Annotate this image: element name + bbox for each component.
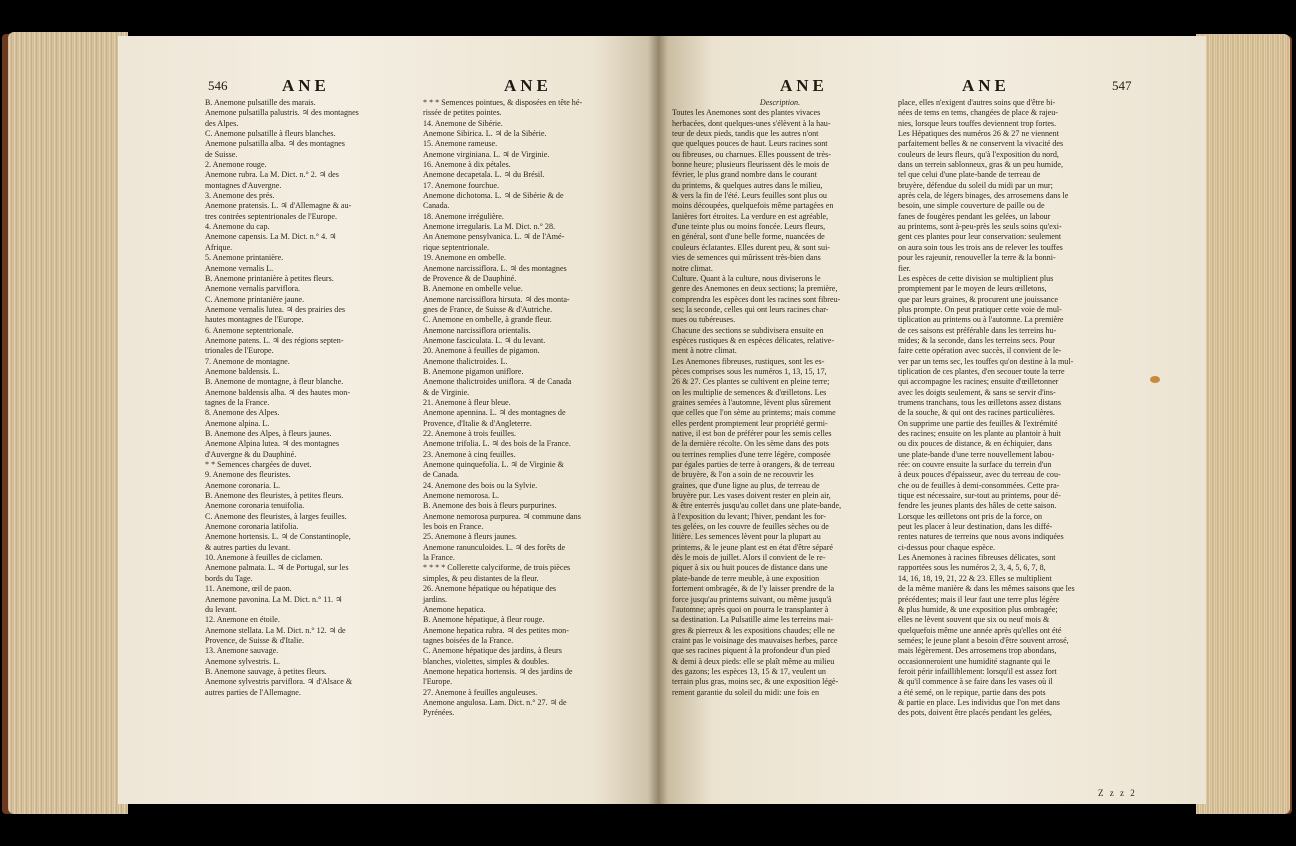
text-line: 10. Anemone à feuilles de ciclamen. [205, 553, 323, 563]
right-page-number: 547 [1112, 78, 1132, 93]
text-line: après cela, de légers binages, des arrosemens dans le [898, 191, 1069, 201]
text-line: B. Anemone printanière à petites fleurs. [205, 273, 334, 283]
text-line: ou terrines remplies d'une terre légère, composée [672, 449, 831, 459]
text-line: fier. [898, 263, 911, 273]
text-line: mides; & la seconde, dans les terreins secs. Pour [898, 335, 1055, 345]
text-line: tagnes boisées de la France. [423, 635, 514, 645]
text-line: C. Anemone printanière jaune. [205, 294, 305, 304]
text-line: Anemone narcissiflora hirsuta. ♃ des monta- [423, 294, 570, 304]
text-line: de la même manière & dans les mêmes saisons que les [898, 584, 1075, 594]
text-line: simples, & peu distantes de la fleur. [423, 573, 539, 583]
text-line: 2. Anemone rouge. [205, 160, 267, 170]
text-line: pour les rajeunir, renouveller la terre & la bonni- [898, 253, 1056, 263]
text-line: B. Anemone des fleuristes, à petites fleurs. [205, 491, 344, 501]
text-line: 19. Anemone en ombelle. [423, 253, 506, 263]
text-line: 6. Anemone septentrionale. [205, 325, 294, 335]
text-line: quelquefois même une année après qu'elles ont été [898, 625, 1062, 635]
text-line: ou dix pouces de distance, & en échiquier, dans [898, 439, 1052, 449]
text-line: bruyère pur. Les vases doivent rester en plein air, [672, 491, 831, 501]
text-line: Anemone sylvestris. L. [205, 656, 281, 666]
text-line: Anemone coronaria latifolia. [205, 522, 299, 532]
book-gutter [648, 36, 668, 804]
text-line: genre des Anemones en deux sections; la première, [672, 284, 838, 294]
text-line: Anemone Alpina lutea. ♃ des montagnes [205, 439, 340, 449]
text-line: feroit périr infailliblement: lorsqu'il est assez fort [898, 666, 1057, 676]
text-line: elles perdent promptement leur propriété germi- [672, 418, 828, 428]
text-line: Culture. Quant à la culture, nous diviserons le [672, 273, 821, 283]
text-line: piquer à six ou huit pouces de distance dans une [672, 563, 828, 573]
text-line: & de Virginie. [423, 387, 470, 397]
text-line: de la souche, & qui ont des racines particulières. [898, 408, 1055, 418]
text-line: Les espèces de cette division se multiplient plus [898, 273, 1054, 283]
text-line: Anemone narcissiflora orientalis. [423, 325, 531, 335]
text-line: peut les placer à leur destination, dans les diffé- [898, 522, 1053, 532]
text-line: d'une teinte plus ou moins foncée. Leurs fleurs, [672, 222, 826, 232]
text-line: que par leurs graines, & procurent une jouissance [898, 294, 1059, 304]
text-line: 16. Anemone à dix pétales. [423, 160, 511, 170]
text-line: de Suisse. [205, 149, 238, 159]
text-line: du levant. [205, 604, 237, 614]
text-line: & partie en place. Les individus que l'on met dans [898, 697, 1060, 707]
text-line: C. Anemone hépatique des jardins, à fleurs [423, 646, 562, 656]
text-line: & être enterrés jusqu'au collet dans une plate-bande, [672, 501, 842, 511]
text-line: Anemone pratensis. L. ♃ d'Allemagne & au- [205, 201, 352, 211]
text-line: herbacées, dont quelques-unes s'élèvent à la hau- [672, 118, 831, 128]
text-line: * * * Semences pointues, & disposées en tête hé- [423, 98, 583, 107]
text-line: avec les doigts seulement, & sans se servir d'ins- [898, 387, 1056, 397]
text-line: des gazons; les espèces 13, 15 & 17, veulent un [672, 666, 826, 676]
text-line: Anemone dichotoma. L. ♃ de Sibérie & de [423, 191, 564, 201]
text-line: Anemone pavonina. La M. Dict. n.° 11. ♃ [205, 594, 343, 604]
text-line: tel que celui d'une plate-bande de terreau de [898, 170, 1041, 180]
text-line: notre climat. [672, 263, 713, 273]
text-line: Anemone apennina. L. ♃ des montagnes de [423, 408, 566, 418]
text-line: que ses racines piquent à la profondeur d'un pied [672, 646, 830, 656]
text-line: bruyère, défendue du soleil du midi par un mur; [898, 180, 1053, 190]
text-line: Anemone stellata. La M. Dict. n.° 12. ♃ de [205, 625, 346, 635]
text-line: gnes de France, de Suisse & d'Autriche. [423, 304, 553, 314]
text-line: Anemone coronaria. L. [205, 480, 281, 490]
text-line: rapportées sous les numéros 2, 3, 4, 5, 6, 7, 8, [898, 563, 1046, 573]
text-line: tres contrées septentrionales de l'Europe. [205, 211, 338, 221]
text-line: C. Anemone des fleuristes, à larges feuilles. [205, 511, 347, 521]
text-line: fendre les jeunes plants des hâles de cette saison. [898, 501, 1057, 511]
text-line: B. Anemone pulsatille des marais. [205, 98, 316, 107]
text-line: les bois en France. [423, 522, 484, 532]
text-line: B. Anemone des bois à fleurs purpurines. [423, 501, 557, 511]
text-line: Anemone irregularis. La M. Dict. n.° 28. [423, 222, 556, 232]
text-line: C. Anemone en ombelle, à grande fleur. [423, 315, 552, 325]
text-line: comprendra les espèces dont les racines sont fibreu- [672, 294, 841, 304]
text-line: 12. Anemone en étoile. [205, 615, 280, 625]
text-line: 8. Anemone des Alpes. [205, 408, 280, 418]
ink-stain [1150, 376, 1160, 383]
text-line: Les Hépatiques des numéros 26 & 27 ne viennent [898, 129, 1059, 139]
text-line: * * Semences chargées de duvet. [205, 460, 312, 470]
text-line: trumens tranchans, tous les œilletons assez distans [898, 397, 1061, 407]
text-line: Anemone thalictroides. L. [423, 356, 508, 366]
text-line: Anemone nemorosa. L. [423, 491, 499, 501]
text-line: Provence, de Suisse & d'Italie. [205, 635, 305, 645]
text-line: rée: on couvre ensuite la surface du terrein d'un [898, 460, 1052, 470]
text-line: fortement ombragée, & de l'y laisser prendre de la [672, 584, 835, 594]
text-line: vies de semences qui mûrissent très-bien dans [672, 253, 821, 263]
text-line: B. Anemone hépatique, à fleur rouge. [423, 615, 545, 625]
text-line: couleurs éclatantes. Elles durent peu, & sont sui- [672, 242, 831, 252]
right-page-column-2 [898, 98, 1116, 719]
text-line: che ou de feuilles à demi-consommées. Cette pra- [898, 480, 1060, 490]
text-line: que quelques pouces de haut. Leurs racines sont [672, 139, 828, 149]
text-line: l'automne; après quoi on pourra le transplanter à [672, 604, 829, 614]
text-line: trionales de l'Europe. [205, 346, 274, 356]
text-line: l'Europe. [423, 677, 453, 687]
text-line: Afrique. [205, 242, 233, 252]
text-line: & autres parties du levant. [205, 542, 291, 552]
left-running-header-2: ANE [504, 76, 552, 95]
text-line: force jusqu'au printems suivant, ou même jusqu'à [672, 594, 832, 604]
text-line: Anemone capensis. La M. Dict. n.° 4. ♃ [205, 232, 337, 242]
left-running-header-1: ANE [282, 76, 330, 95]
text-line: Anemone hortensis. L. ♃ de Constantinople, [205, 532, 351, 542]
text-line: Description. [759, 98, 801, 107]
text-line: couleurs de leurs fleurs, qu'à l'exposition du nord, [898, 149, 1059, 159]
text-line: Anemone baldensis alba. ♃ des hautes mon- [205, 387, 351, 397]
text-line: 18. Anemone irrégulière. [423, 211, 504, 221]
text-line: fanes de fougères pendant les gelées, un labour [898, 211, 1051, 221]
text-line: Anemone rubra. La M. Dict. n.° 2. ♃ des [205, 170, 339, 180]
text-line: en général, sont d'une belle forme, nuancées de [672, 232, 825, 242]
text-line: mais légèrement. Des arrosemens trop abondans, [898, 646, 1057, 656]
text-line: 23. Anemone à cinq feuilles. [423, 449, 516, 459]
text-line: place, elles n'exigent d'autres soins que d'être bi- [898, 98, 1056, 107]
text-line: 15. Anemone rameuse. [423, 139, 498, 149]
text-line: Toutes les Anemones sont des plantes vivaces [672, 108, 821, 118]
text-line: rique septentrionale. [423, 242, 490, 252]
text-line: printems, & le jeune plant est en état d'être séparé [672, 542, 834, 552]
text-line: 11. Anemone, œil de paon. [205, 584, 292, 594]
text-line: graines, que d'une ligne au plus, de terreau de [672, 480, 820, 490]
text-line: faire cette opération avec succès, il convient de le- [898, 346, 1062, 356]
text-line: précédentes; mais il leur faut une terre plus légère [898, 594, 1060, 604]
text-line: la France. [423, 553, 455, 563]
left-page-number: 546 [208, 78, 228, 93]
text-line: parfaitement belles & ne conservent la vivacité des [898, 139, 1064, 149]
left-page-edges [8, 32, 128, 814]
text-line: de Canada. [423, 470, 459, 480]
text-line: nées de tems en tems, changées de place & rajeu- [898, 108, 1059, 118]
text-line: tiplication de ces plantes, d'en secouer toute la terre [898, 366, 1065, 376]
text-line: des racines; ensuite on les plante au plantoir à huit [898, 429, 1061, 438]
signature-mark: Z z z 2 [1098, 788, 1137, 798]
text-line: Les Anemones à racines fibreuses délicates, sont [898, 553, 1056, 563]
text-line: Lorsque les œilletons ont pris de la force, on [898, 511, 1043, 521]
text-line: une plate-bande d'une terre nouvellement labou- [898, 449, 1055, 459]
text-line: Anemone hepatica. [423, 604, 486, 614]
text-line: tiplication au printems ou à l'automne. La première [898, 315, 1064, 325]
text-line: ci-dessus pour chaque espèce. [898, 542, 996, 552]
text-line: 24. Anemone des bois ou la Sylvie. [423, 480, 538, 490]
text-line: besoin, une simple couverture de paille ou de [898, 201, 1045, 211]
text-line: qui accompagne les racines; ensuite d'œilletonner [898, 377, 1059, 387]
text-line: B. Anemone des Alpes, à fleurs jaunes. [205, 429, 332, 438]
text-line: montagnes d'Auvergne. [205, 180, 282, 190]
text-line: lanières fort étroites. La verdure en est agréable, [672, 211, 829, 221]
left-page-column-1 [205, 98, 413, 698]
text-line: Anemone quinquefolia. L. ♃ de Virginie & [423, 460, 564, 470]
text-line: de bruyère, & l'on a soin de ne recouvrir les [672, 470, 814, 480]
text-line: Anemone sylvestris parviflora. ♃ d'Alsace & [205, 677, 353, 687]
text-line: craint pas le voisinage des mauvaises herbes, parce [672, 635, 838, 645]
text-line: autres parties de l'Allemagne. [205, 687, 301, 697]
text-line: pèces comprises sous les numéros 1, 13, 15, 17, [672, 366, 827, 376]
text-line: Anemone Sibirica. L. ♃ de la Sibérie. [423, 129, 547, 139]
text-line: 21. Anemone à fleur bleue. [423, 397, 511, 407]
text-line: des Alpes. [205, 118, 239, 128]
text-line: teur de deux pieds, tandis que les autres n'ont [672, 129, 819, 139]
text-line: * * * * Collerette calyciforme, de trois pièces [423, 563, 571, 573]
text-line: 14. Anemone de Sibérie. [423, 118, 503, 128]
text-line: à deux pouces d'épaisseur, avec du terreau de cou- [898, 470, 1061, 480]
text-line: tique est nécessaire, sur-tout au printems, pour dé- [898, 491, 1061, 501]
text-line: promptement par le moyen de leurs œilletons, [898, 284, 1047, 294]
text-line: espèces rustiques & en espèces délicates, relative- [672, 335, 835, 345]
text-line: du printems, & quelques autres dans le milieu, [672, 180, 823, 190]
text-line: 22. Anemone à trois feuilles. [423, 429, 517, 438]
text-line: Anemone pulsatilla palustris. ♃ des montagnes [205, 108, 359, 118]
text-line: occasionneroient une humidité stagnante qui le [898, 656, 1051, 666]
text-line: Anemone hepatica hortensis. ♃ des jardins de [423, 666, 573, 676]
text-line: ou fibreuses, ou charnues. Elles poussent de très- [672, 149, 831, 159]
text-line: au printems, sont à-peu-près les seuls soins qu'exi- [898, 222, 1062, 232]
text-line: plus prompte. On peut pratiquer cette voie de mul- [898, 304, 1062, 314]
text-line: B. Anemone en ombelle velue. [423, 284, 523, 294]
text-line: 26. Anemone hépatique ou hépatique des [423, 584, 557, 594]
text-line: Anemone alpina. L. [205, 418, 270, 428]
text-line: On supprime une partie des feuilles & l'extrémité [898, 418, 1058, 428]
text-line: Anemone trifolia. L. ♃ des bois de la France. [423, 439, 571, 449]
text-line: on aura soin tous les trois ans de relever les touffes [898, 242, 1063, 252]
text-line: Anemone fasciculata. L. ♃ du levant. [423, 335, 546, 345]
text-line: ver par un tems sec, les touffes qu'on destine à la mul- [898, 356, 1074, 366]
text-line: semées; le jeune plant a besoin d'être souvent arrosé, [898, 635, 1069, 645]
text-line: Pyrénées. [423, 708, 455, 718]
text-line: ment à notre climat. [672, 346, 737, 356]
text-line: dès le mois de juillet. Alors il convient de le re- [672, 553, 826, 563]
text-line: Anemone narcissiflora. L. ♃ des montagnes [423, 263, 567, 273]
right-running-header-2: ANE [962, 76, 1010, 95]
text-line: tes gelées, on les couvre de feuilles sèches ou de [672, 522, 829, 532]
text-line: B. Anemone sauvage, à petites fleurs. [205, 666, 327, 676]
text-line: Anemone pulsatilla alba. ♃ des montagnes [205, 139, 345, 149]
text-line: bonne heure; plusieurs fleurissent dès le mois de [672, 160, 830, 170]
text-line: d'Auvergne & du Dauphiné. [205, 449, 297, 459]
text-line: que celles que l'on sème au printems; mais comme [672, 408, 836, 418]
text-line: Anemone decapetala. L. ♃ du Brésil. [423, 170, 545, 180]
text-line: des pots, doivent être placés pendant les gelées, [898, 708, 1052, 718]
text-line: Provence, d'Italie & d'Angleterre. [423, 418, 532, 428]
text-line: rement garantie du soleil du midi: une fois en [672, 687, 819, 697]
text-line: elles ne lèvent souvent que six ou neuf mois & [898, 615, 1050, 625]
text-line: Anemone vernalis lutea. ♃ des prairies des [205, 304, 346, 314]
text-line: B. Anemone pigamon uniflore. [423, 366, 524, 376]
text-line: C. Anemone pulsatille à fleurs blanches. [205, 129, 336, 139]
text-line: Anemone vernalis L. [205, 263, 274, 273]
text-line: 7. Anemone de montagne. [205, 356, 290, 366]
text-line: dans un terrein sablonneux, gras & un peu humide, [898, 160, 1063, 170]
text-line: & plus humide, & une exposition plus ombragée; [898, 604, 1058, 614]
text-line: on les multiplie de semences & d'œilletons. Les [672, 387, 827, 397]
text-line: B. Anemone de montagne, à fleur blanche. [205, 377, 344, 387]
text-line: 14, 16, 18, 19, 21, 22 & 23. Elles se multiplient [898, 573, 1052, 583]
text-line: a été semé, on le repique, partie dans des pots [898, 687, 1046, 697]
text-line: 25. Anemone à fleurs jaunes. [423, 532, 517, 542]
text-line: Anemone angulosa. Lam. Dict. n.° 27. ♃ de [423, 697, 567, 707]
text-line: blanches, violettes, simples & doubles. [423, 656, 550, 666]
text-line: 13. Anemone sauvage. [205, 646, 279, 656]
left-page-column-2 [423, 98, 633, 719]
text-line: terrain plus gras, moins sec, & une exposition légè- [672, 677, 839, 687]
text-line: litière. Les semences lèvent pour la plupart au [672, 532, 821, 542]
text-line: Anemone vernalis parviflora. [205, 284, 301, 294]
text-line: Anemone patens. L. ♃ des régions septen- [205, 335, 344, 345]
text-line: Anemone palmata. L. ♃ de Portugal, sur les [205, 563, 349, 573]
text-line: & demi à deux pieds: elle se plaît même au milieu [672, 656, 835, 666]
text-line: 17. Anemone fourchue. [423, 180, 499, 190]
text-line: Anemone thalictroides uniflora. ♃ de Canada [423, 377, 572, 387]
text-line: de la dernière récolte. On les sème dans des pots [672, 439, 829, 449]
text-line: & vers la fin de l'été. Leurs feuilles sont plus ou [672, 191, 827, 201]
text-line: plate-bande de terre meuble, à une exposition [672, 573, 820, 583]
text-line: gent ces plantes pour leur conservation: seulement [898, 232, 1062, 242]
text-line: 27. Anemone à feuilles anguleuses. [423, 687, 538, 697]
text-line: 4. Anemone du cap. [205, 222, 270, 232]
text-line: 26 & 27. Ces plantes se cultivent en pleine terre; [672, 377, 830, 387]
text-line: Anemone nemorosa purpurea. ♃ commune dans [423, 511, 581, 521]
text-line: nies, lorsque leurs touffes deviennent trop fortes. [898, 118, 1057, 128]
text-line: Anemone ranunculoides. L. ♃ des forêts de [423, 542, 566, 552]
text-line: tagnes de la France. [205, 397, 270, 407]
text-line: 20. Anemone à feuilles de pigamon. [423, 346, 540, 356]
text-line: moins découpées, quelquefois même partagées en [672, 201, 834, 211]
text-line: 9. Anemone des fleuristes. [205, 470, 291, 480]
text-line: ses; la seconde, celles qui ont leurs racines char- [672, 304, 829, 314]
text-line: Chacune des sections se subdivisera ensuite en [672, 325, 824, 335]
text-line: rissée de petites pointes. [423, 108, 502, 118]
text-line: Anemone coronaria tenuifolia. [205, 501, 305, 511]
right-page-column-1 [672, 98, 888, 698]
text-line: Anemone hepatica rubra. ♃ des petites mon- [423, 625, 569, 635]
text-line: de ces saisons est préférable dans les terreins hu- [898, 325, 1057, 335]
text-line: gres & pierreux & les expositions chaudes; elle ne [672, 625, 835, 635]
text-line: par égales parties de terre à orangers, & de terreau [672, 460, 835, 470]
text-line: bords du Tage. [205, 573, 253, 583]
right-page-edges [1196, 34, 1290, 814]
text-line: à l'exposition du levant; l'hiver, pendant les for- [672, 511, 826, 521]
right-running-header-1: ANE [780, 76, 828, 95]
text-line: Anemone virginiana. L. ♃ de Virginie. [423, 149, 550, 159]
text-line: native, il est bon de préférer pour les semis celles [672, 429, 832, 438]
text-line: 5. Anemone printanière. [205, 253, 284, 263]
text-line: Les Anemones fibreuses, rustiques, sont les es- [672, 356, 825, 366]
text-line: février, le plus grand nombre dans le courant [672, 170, 817, 180]
text-line: & qu'il commence à se faire dans les vases où il [898, 677, 1053, 687]
text-line: nues ou tubéreuses. [672, 315, 736, 325]
text-line: de Provence & de Dauphiné. [423, 273, 517, 283]
text-line: rentes natures de terreins que nous avons indiquées [898, 532, 1064, 542]
text-line: An Anemone pensylvanica. L. ♃ de l'Amé- [423, 232, 565, 242]
text-line: Anemone baldensis. L. [205, 366, 280, 376]
text-line: sa destination. La Pulsatille aime les terreins mai- [672, 615, 833, 625]
text-line: 3. Anemone des prés. [205, 191, 275, 201]
text-line: hautes montagnes de l'Europe. [205, 315, 304, 325]
text-line: Canada. [423, 201, 450, 211]
text-line: jardins. [423, 594, 448, 604]
text-line: graines semées à l'automne, lèvent plus sûrement [672, 397, 832, 407]
